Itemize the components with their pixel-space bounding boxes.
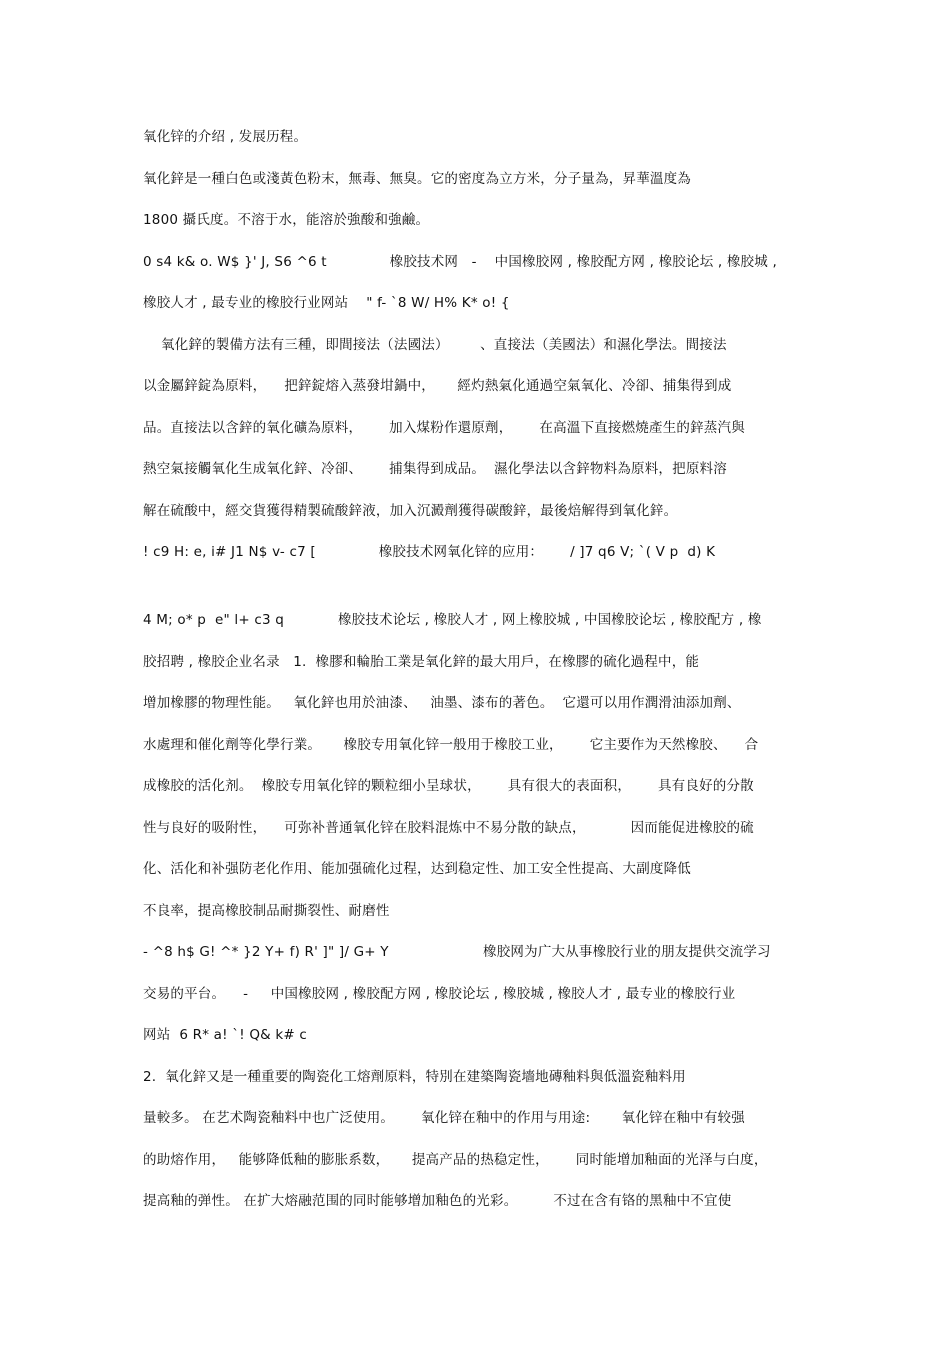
text-line: - ^8 h$ G! ^* }2 Y+ f) R' ]" ]/ G+ Y 橡胶网为广大从事橡胶行业的朋友提供交流学习: [143, 944, 771, 960]
text-line: 4 M; o* p e" l+ c3 q 橡胶技术论坛 , 橡胶人才 , 网上橡胶城 , 中国橡胶论坛 , 橡胶配方 , 橡: [143, 612, 762, 628]
text-line: 熱空氣接觸氧化生成氧化鋅、冷卻、 捕集得到成品。 濕化學法以含鋅物料為原料，把原料溶: [143, 461, 727, 477]
text-line: 提高釉的弹性。 在扩大熔融范围的同时能够增加釉色的光彩。 不过在含有铬的黑釉中不宜使: [143, 1193, 732, 1209]
text-line: 交易的平台。 - 中国橡胶网 , 橡胶配方网 , 橡胶论坛 , 橡胶城 , 橡胶人才 , 最专业的橡胶行业: [143, 986, 736, 1002]
text-line: 以金屬鋅錠為原料， 把鋅錠熔入蒸發坩鍋中， 經灼熱氣化通過空氣氧化、冷卻、捕集得到成: [143, 378, 732, 394]
text-line: 增加橡膠的物理性能。 氧化鋅也用於油漆、 油墨、漆布的著色。 它還可以用作潤滑油添加劑、: [143, 695, 741, 711]
text-line: 橡胶人才 , 最专业的橡胶行业网站 " f- `8 W/ H% K* o! {: [143, 295, 510, 311]
text-line: 1800 攝氏度。不溶于水，能溶於強酸和強鹼。: [143, 212, 430, 228]
text-line: 胶招聘 , 橡胶企业名录 1. 橡膠和輪胎工業是氧化鋅的最大用戶，在橡膠的硫化過程中，能: [143, 654, 700, 670]
text-line: 的助熔作用， 能够降低釉的膨胀系数， 提高产品的热稳定性， 同时能增加釉面的光泽与白度，: [143, 1152, 768, 1168]
text-line: 氧化锌的介绍 , 发展历程。: [143, 129, 308, 145]
text-line: 解在硫酸中，經交貨獲得精製硫酸鋅液，加入沉澱劑獲得碳酸鋅，最後焙解得到氧化鋅。: [143, 503, 678, 519]
text-line: 氧化鋅是一種白色或淺黃色粉末，無毒、無臭。它的密度為立方米，分子量為，昇華溫度為: [143, 171, 691, 187]
text-line: 品。直接法以含鋅的氧化礦為原料， 加入煤粉作還原劑， 在高溫下直接燃燒產生的鋅蒸汽與: [143, 420, 745, 436]
text-line: 0 s4 k& o. W$ }' J, S6 ^6 t 橡胶技术网 - 中国橡胶网 , 橡胶配方网 , 橡胶论坛 , 橡胶城 ,: [143, 254, 777, 270]
text-line: 氧化鋅的製備方法有三種，即間接法（法國法） 、直接法（美國法）和濕化學法。間接法: [143, 337, 727, 353]
text-line: 化、活化和补强防老化作用、能加强硫化过程，达到稳定性、加工安全性提高、大副度降低: [143, 861, 691, 877]
text-line: 2. 氧化鋅又是一種重要的陶瓷化工熔劑原料，特別在建築陶瓷墻地磚釉料與低溫瓷釉料用: [143, 1069, 686, 1085]
text-line: ! c9 H: e, i# J1 N$ v- c7 [ 橡胶技术网氧化锌的应用： / ]7 q6 V; `( V p d) K: [143, 544, 716, 560]
text-line: 水處理和催化劑等化學行業。 橡胶专用氧化锌一般用于橡胶工业， 它主要作为天然橡胶、 合: [143, 737, 759, 753]
text-line: 性与良好的吸附性， 可弥补普通氧化锌在胶料混炼中不易分散的缺点， 因而能促进橡胶的硫: [143, 820, 754, 836]
text-line: 量較多。 在艺术陶瓷釉料中也广泛使用。 氧化锌在釉中的作用与用途: 氧化锌在釉中有较强: [143, 1110, 745, 1126]
text-line: 成橡胶的活化剂。 橡胶专用氧化锌的颗粒细小呈球状， 具有很大的表面积， 具有良好的分散: [143, 778, 754, 794]
text-line: 不良率，提高橡胶制品耐撕裂性、耐磨性: [143, 903, 390, 919]
text-line: 网站 6 R* a! `! Q& k# c: [143, 1027, 308, 1043]
